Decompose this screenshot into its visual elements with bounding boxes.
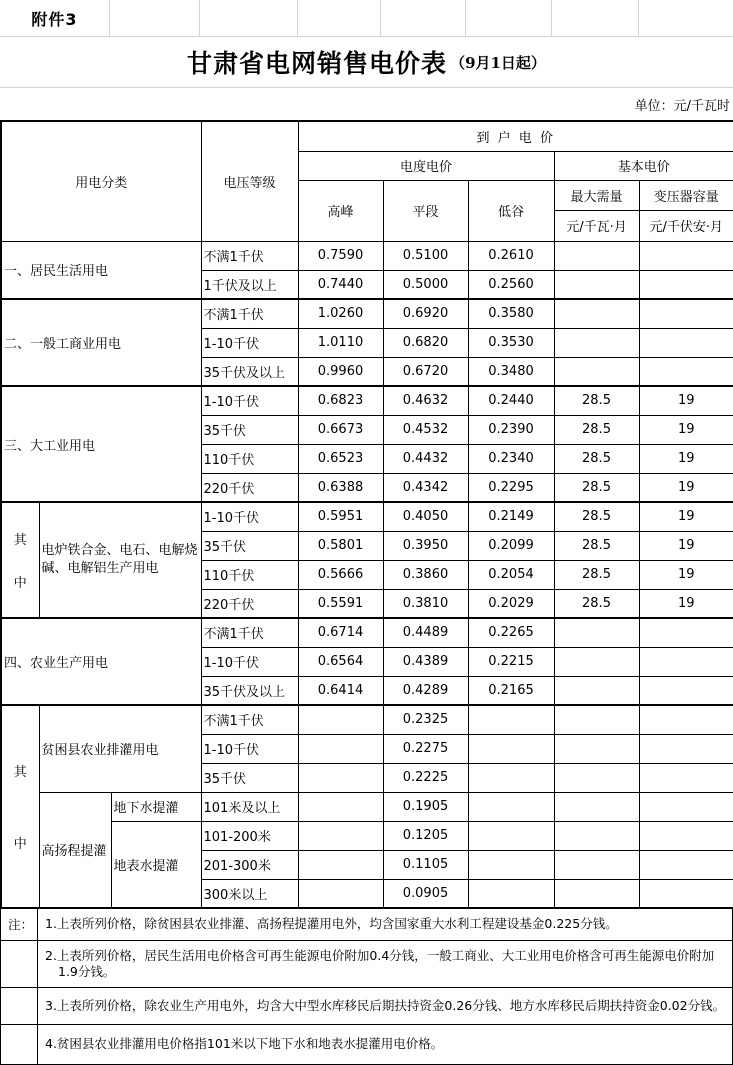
voltage-cell: 110千伏: [201, 444, 298, 473]
valley-price: 0.2215: [468, 647, 554, 676]
notes-section: [0, 909, 733, 1065]
demand-price: 28.5: [554, 444, 639, 473]
header-max-demand-unit: 元/千瓦·月: [554, 210, 639, 241]
group-groundwater: 地下水提灌: [111, 792, 201, 821]
flat-price: 0.4432: [383, 444, 468, 473]
peak-price: [298, 850, 383, 879]
header-transformer: 变压器容量: [639, 180, 733, 210]
note-item: 1.上表所列价格，除贫困县农业排灌、高扬程提灌用电外，均含国家重大水利工程建设基金0.225分钱。: [38, 909, 733, 940]
valley-price: [468, 734, 554, 763]
flat-price: 0.4389: [383, 647, 468, 676]
among-zhong: 中: [13, 576, 27, 592]
valley-price: 0.2099: [468, 531, 554, 560]
valley-price: 0.2149: [468, 502, 554, 531]
group-large-industry: 三、大工业用电: [1, 386, 201, 502]
transformer-price: [639, 763, 733, 792]
valley-price: 0.2165: [468, 676, 554, 705]
voltage-cell: 35千伏及以上: [201, 676, 298, 705]
peak-price: 0.5666: [298, 560, 383, 589]
flat-price: 0.5000: [383, 270, 468, 299]
group-commercial: 二、一般工商业用电: [1, 299, 201, 386]
header-valley: 低谷: [468, 180, 554, 241]
note-item: 4.贫困县农业排灌用电价格指101米以下地下水和地表水提灌用电价格。: [38, 1024, 733, 1064]
header-voltage: 电压等级: [201, 121, 298, 241]
flat-price: 0.6720: [383, 357, 468, 386]
header-delivered-price: 到 户 电 价: [298, 121, 733, 151]
transformer-price: 19: [639, 415, 733, 444]
valley-price: 0.2029: [468, 589, 554, 618]
peak-price: 0.7590: [298, 241, 383, 270]
header-flat: 平段: [383, 180, 468, 241]
group-surface-water: 地表水提灌: [111, 821, 201, 908]
voltage-cell: 110千伏: [201, 560, 298, 589]
attachment-label: 附件3: [31, 9, 78, 29]
flat-price: 0.4632: [383, 386, 468, 415]
valley-price: [468, 850, 554, 879]
voltage-cell: 201-300米: [201, 850, 298, 879]
peak-price: 0.5951: [298, 502, 383, 531]
grid-cell: [200, 0, 298, 36]
transformer-price: 19: [639, 502, 733, 531]
unit-label: 单位：元/千瓦时: [634, 98, 730, 114]
transformer-price: [639, 299, 733, 328]
notes-label-spacer: [1, 987, 38, 1024]
group-poor-county: 贫困县农业排灌用电: [39, 705, 201, 792]
demand-price: [554, 821, 639, 850]
transformer-price: 19: [639, 560, 733, 589]
flat-price: 0.3950: [383, 531, 468, 560]
voltage-cell: 不满1千伏: [201, 299, 298, 328]
peak-price: 0.6388: [298, 473, 383, 502]
peak-price: 0.9960: [298, 357, 383, 386]
valley-price: 0.3480: [468, 357, 554, 386]
voltage-cell: 不满1千伏: [201, 705, 298, 734]
voltage-cell: 1-10千伏: [201, 502, 298, 531]
peak-price: [298, 763, 383, 792]
demand-price: [554, 647, 639, 676]
peak-price: 0.6673: [298, 415, 383, 444]
flat-price: 0.0905: [383, 879, 468, 908]
group-residential: 一、居民生活用电: [1, 241, 201, 299]
voltage-cell: 220千伏: [201, 473, 298, 502]
group-high-lift: 高扬程提灌: [39, 792, 111, 908]
voltage-cell: 1-10千伏: [201, 647, 298, 676]
voltage-cell: 35千伏: [201, 415, 298, 444]
demand-price: [554, 241, 639, 270]
valley-price: 0.2295: [468, 473, 554, 502]
transformer-price: [639, 270, 733, 299]
flat-price: 0.2325: [383, 705, 468, 734]
demand-price: [554, 792, 639, 821]
note-item: 2.上表所列价格，居民生活用电价格含可再生能源电价附加0.4分钱，一般工商业、大工业用电价格含可再生能源电价附加1.9分钱。: [38, 940, 733, 987]
voltage-cell: 1-10千伏: [201, 386, 298, 415]
header-peak: 高峰: [298, 180, 383, 241]
demand-price: 28.5: [554, 531, 639, 560]
valley-price: [468, 821, 554, 850]
valley-price: 0.3530: [468, 328, 554, 357]
demand-price: [554, 734, 639, 763]
page-title-date: （9月1日起）: [450, 53, 546, 72]
demand-price: [554, 299, 639, 328]
grid-cell: [381, 0, 466, 36]
peak-price: [298, 879, 383, 908]
flat-price: 0.4289: [383, 676, 468, 705]
grid-cell: [0, 0, 110, 36]
voltage-cell: 不满1千伏: [201, 241, 298, 270]
group-agriculture: 四、农业生产用电: [1, 618, 201, 705]
valley-price: 0.2560: [468, 270, 554, 299]
demand-price: 28.5: [554, 386, 639, 415]
peak-price: 0.6823: [298, 386, 383, 415]
transformer-price: [639, 734, 733, 763]
peak-price: [298, 821, 383, 850]
voltage-cell: 35千伏: [201, 531, 298, 560]
among-zhong: 中: [13, 837, 27, 853]
valley-price: 0.2054: [468, 560, 554, 589]
note-item: 3.上表所列价格，除农业生产用电外，均含大中型水库移民后期扶持资金0.26分钱、地方水库移民后期扶持资金0.02分钱。: [38, 987, 733, 1024]
valley-price: 0.2610: [468, 241, 554, 270]
notes-label-spacer: [1, 1024, 38, 1064]
demand-price: [554, 705, 639, 734]
header-transformer-unit: 元/千伏安·月: [639, 210, 733, 241]
peak-price: [298, 705, 383, 734]
voltage-cell: 220千伏: [201, 589, 298, 618]
demand-price: [554, 328, 639, 357]
voltage-cell: 1-10千伏: [201, 734, 298, 763]
peak-price: 0.5801: [298, 531, 383, 560]
valley-price: 0.2390: [468, 415, 554, 444]
flat-price: 0.6820: [383, 328, 468, 357]
grid-cell: [466, 0, 552, 36]
demand-price: [554, 879, 639, 908]
grid-cell: [298, 0, 381, 36]
flat-price: 0.4342: [383, 473, 468, 502]
valley-price: 0.3580: [468, 299, 554, 328]
flat-price: 0.4532: [383, 415, 468, 444]
valley-price: [468, 705, 554, 734]
flat-price: 0.6920: [383, 299, 468, 328]
flat-price: 0.4489: [383, 618, 468, 647]
transformer-price: [639, 676, 733, 705]
demand-price: [554, 270, 639, 299]
title-row: [0, 37, 733, 88]
header-max-demand: 最大需量: [554, 180, 639, 210]
valley-price: [468, 792, 554, 821]
transformer-price: [639, 792, 733, 821]
demand-price: [554, 763, 639, 792]
valley-price: [468, 763, 554, 792]
peak-price: 0.6414: [298, 676, 383, 705]
peak-price: 0.6714: [298, 618, 383, 647]
voltage-cell: 不满1千伏: [201, 618, 298, 647]
transformer-price: [639, 357, 733, 386]
unit-row: [0, 88, 733, 120]
demand-price: 28.5: [554, 560, 639, 589]
group-among-marker: [1, 502, 39, 618]
transformer-price: 19: [639, 589, 733, 618]
voltage-cell: 300米以上: [201, 879, 298, 908]
demand-price: [554, 850, 639, 879]
voltage-cell: 101米及以上: [201, 792, 298, 821]
grid-cell: [639, 0, 733, 36]
flat-price: 0.3810: [383, 589, 468, 618]
among-qi: 其: [13, 764, 27, 780]
peak-price: [298, 734, 383, 763]
peak-price: 1.0110: [298, 328, 383, 357]
flat-price: 0.2275: [383, 734, 468, 763]
demand-price: [554, 357, 639, 386]
transformer-price: 19: [639, 386, 733, 415]
flat-price: 0.1205: [383, 821, 468, 850]
demand-price: [554, 676, 639, 705]
notes-label-spacer: [1, 940, 38, 987]
transformer-price: [639, 618, 733, 647]
valley-price: [468, 879, 554, 908]
transformer-price: [639, 850, 733, 879]
transformer-price: 19: [639, 531, 733, 560]
spreadsheet-grid-row: [0, 0, 733, 37]
transformer-price: 19: [639, 473, 733, 502]
voltage-cell: 35千伏及以上: [201, 357, 298, 386]
header-category: 用电分类: [1, 121, 201, 241]
peak-price: 0.6523: [298, 444, 383, 473]
peak-price: [298, 792, 383, 821]
valley-price: 0.2440: [468, 386, 554, 415]
voltage-cell: 1千伏及以上: [201, 270, 298, 299]
transformer-price: [639, 241, 733, 270]
voltage-cell: 1-10千伏: [201, 328, 298, 357]
demand-price: 28.5: [554, 589, 639, 618]
flat-price: 0.3860: [383, 560, 468, 589]
transformer-price: [639, 647, 733, 676]
flat-price: 0.5100: [383, 241, 468, 270]
among-qi: 其: [13, 532, 27, 548]
peak-price: 0.7440: [298, 270, 383, 299]
transformer-price: 19: [639, 444, 733, 473]
valley-price: 0.2265: [468, 618, 554, 647]
header-energy-price: 电度电价: [298, 151, 554, 180]
grid-cell: [110, 0, 200, 36]
transformer-price: [639, 821, 733, 850]
flat-price: 0.2225: [383, 763, 468, 792]
voltage-cell: 101-200米: [201, 821, 298, 850]
group-among2-marker: [1, 705, 39, 908]
demand-price: 28.5: [554, 415, 639, 444]
demand-price: 28.5: [554, 473, 639, 502]
flat-price: 0.4050: [383, 502, 468, 531]
notes-label: 注：: [1, 909, 38, 940]
transformer-price: [639, 879, 733, 908]
flat-price: 0.1905: [383, 792, 468, 821]
header-basic-price: 基本电价: [554, 151, 733, 180]
peak-price: 0.6564: [298, 647, 383, 676]
flat-price: 0.1105: [383, 850, 468, 879]
voltage-cell: 35千伏: [201, 763, 298, 792]
demand-price: [554, 618, 639, 647]
valley-price: 0.2340: [468, 444, 554, 473]
page-title: 甘肃省电网销售电价表: [187, 49, 448, 78]
price-table: [0, 120, 733, 909]
transformer-price: [639, 705, 733, 734]
peak-price: 0.5591: [298, 589, 383, 618]
demand-price: 28.5: [554, 502, 639, 531]
peak-price: 1.0260: [298, 299, 383, 328]
transformer-price: [639, 328, 733, 357]
grid-cell: [552, 0, 639, 36]
group-among-desc: 电炉铁合金、电石、电解烧碱、电解铝生产用电: [39, 502, 201, 618]
